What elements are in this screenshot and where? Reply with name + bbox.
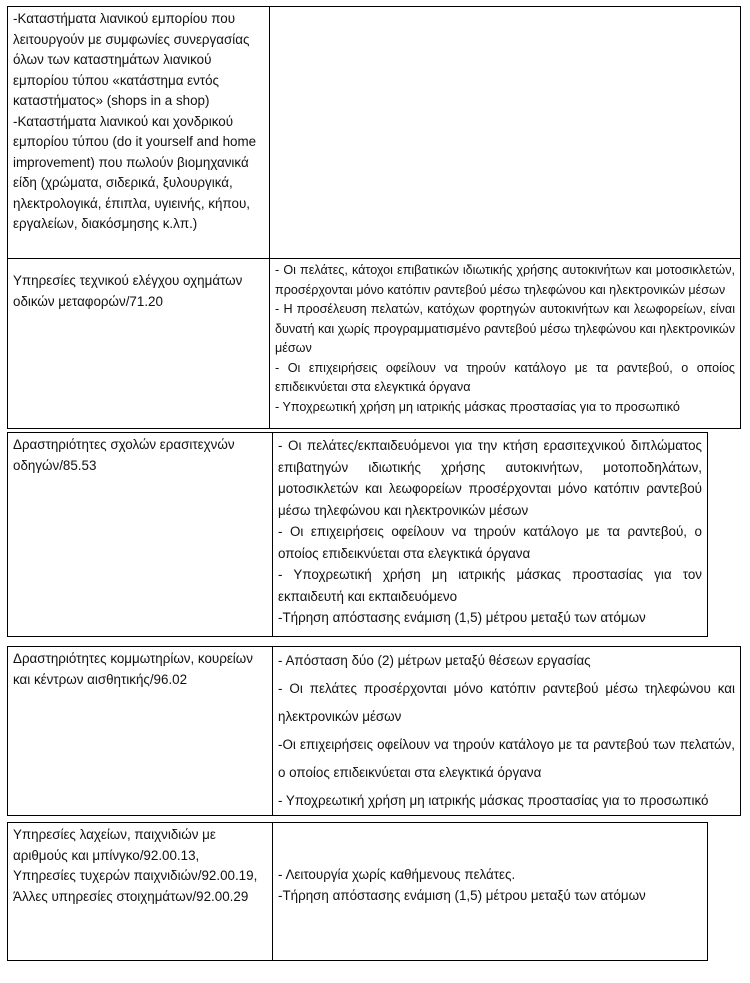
activity-text: -Καταστήματα λιανικού και χονδρικού εμπορίου τύπου (do it yourself and home improvement) που πωλούν βιομηχανικά είδη (χρώματα, σιδερικά, ξυλουργικά, ηλεκτρολογικά, έπιπλα, υγιεινής, κήπου, εργαλείων, διακόσμησης κ.λπ.) xyxy=(13,113,257,231)
activity-text: Δραστηριότητες σχολών ερασιτεχνών οδηγών/85.53 xyxy=(13,437,235,473)
measure-text: -Τήρηση απόστασης ενάμιση (1,5) μέτρου μεταξύ των ατόμων xyxy=(278,887,646,903)
measure-text: -Τήρηση απόστασης ενάμιση (1,5) μέτρου μεταξύ των ατόμων xyxy=(278,610,646,625)
measure-text: - Υποχρεωτική χρήση μη ιατρικής μάσκας προστασίας για το προσωπικό xyxy=(275,399,680,414)
activities-table-part-3 xyxy=(7,646,741,816)
measure-text: - Οι πελάτες, κάτοχοι επιβατικών ιδιωτικής χρήσης αυτοκινήτων και μοτοσικλετών, προσέρχονται μόνο κατόπιν ραντεβού μέσω τηλεφώνου και ηλεκτρονικών μέσων xyxy=(275,263,735,297)
measures-cell xyxy=(273,433,708,637)
activities-table-part-1 xyxy=(7,6,741,429)
activities-table-part-2 xyxy=(7,432,708,637)
measure-text: - Η προσέλευση πελατών, κατόχων φορτηγών αυτοκινήτων και λεωφορείων, είναι δυνατή και χωρίς προγραμματισμένο ραντεβού μέσω τηλεφώνου και ηλεκτρονικών μέσων xyxy=(275,302,735,355)
measure-text: - Λειτουργία χωρίς καθήμενους πελάτες. xyxy=(278,867,516,882)
measure-text: - Οι πελάτες προσέρχονται μόνο κατόπιν ραντεβού μέσω τηλεφώνου και ηλεκτρονικών μέσων xyxy=(278,681,735,724)
measures-cell xyxy=(273,823,708,961)
measures-cell xyxy=(270,7,741,259)
activities-table-part-4 xyxy=(7,822,708,961)
measure-text: - Οι πελάτες/εκπαιδευόμενοι για την κτήση ερασιτεχνικού διπλώματος επιβατηγών ιδιωτικής χρήσης αυτοκινήτων, μοτοποδηλάτων, μοτοσικλετών και λεωφορείων προσέρχονται μόνο κατόπιν ραντεβού μέσω τηλεφώνου και ηλεκτρονικών μέσων xyxy=(278,438,702,518)
measure-text: - Υποχρεωτική χρήση μη ιατρικής μάσκας προστασίας για το προσωπικό xyxy=(278,793,709,808)
activity-text: Υπηρεσίες λαχείων, παιχνιδιών με αριθμούς και μπίνγκο/92.00.13, xyxy=(13,827,216,863)
measure-text: - Οι επιχειρήσεις οφείλουν να τηρούν κατάλογο με τα ραντεβού, ο οποίος επιδεικνύεται στα ελεγκτικά όργανα xyxy=(278,524,702,561)
activity-cell xyxy=(8,823,273,961)
measures-cell xyxy=(273,647,741,816)
table-row xyxy=(8,7,741,259)
measures-cell xyxy=(270,259,741,429)
table-row xyxy=(8,647,741,816)
activity-cell xyxy=(8,7,270,259)
measure-text: -Οι επιχειρήσεις οφείλουν να τηρούν κατάλογο με τα ραντεβού των πελατών, ο οποίος επιδεικνύεται στα ελεγκτικά όργανα xyxy=(278,737,735,780)
activity-text: Άλλες υπηρεσίες στοιχημάτων/92.00.29 xyxy=(13,888,249,904)
activity-text: -Καταστήματα λιανικού εμπορίου που λειτουργούν με συμφωνίες συνεργασίας όλων των καταστημάτων λιανικού εμπορίου τύπου «κατάστημα εντός καταστήματος» (shops in a shop) xyxy=(13,11,250,108)
activity-cell xyxy=(8,433,273,637)
activity-cell xyxy=(8,647,273,816)
activity-cell xyxy=(8,259,270,429)
activity-text: Υπηρεσίες τυχερών παιχνιδιών/92.00.19, xyxy=(13,868,258,883)
activity-text: Δραστηριότητες κομμωτηρίων, κουρείων και κέντρων αισθητικής/96.02 xyxy=(13,651,253,687)
measure-text: - Απόσταση δύο (2) μέτρων μεταξύ θέσεων εργασίας xyxy=(278,653,591,668)
table-row xyxy=(8,433,708,637)
table-row xyxy=(8,823,708,961)
table-row xyxy=(8,259,741,429)
measure-text: - Υποχρεωτική χρήση μη ιατρικής μάσκας προστασίας για τον εκπαιδευτή και εκπαιδευόμενο xyxy=(278,567,702,604)
measure-text: - Οι επιχειρήσεις οφείλουν να τηρούν κατάλογο με τα ραντεβού, ο οποίος επιδεικνύεται στα ελεγκτικά όργανα xyxy=(275,360,735,394)
activity-text: Υπηρεσίες τεχνικού ελέγχου οχημάτων οδικών μεταφορών/71.20 xyxy=(13,273,243,309)
